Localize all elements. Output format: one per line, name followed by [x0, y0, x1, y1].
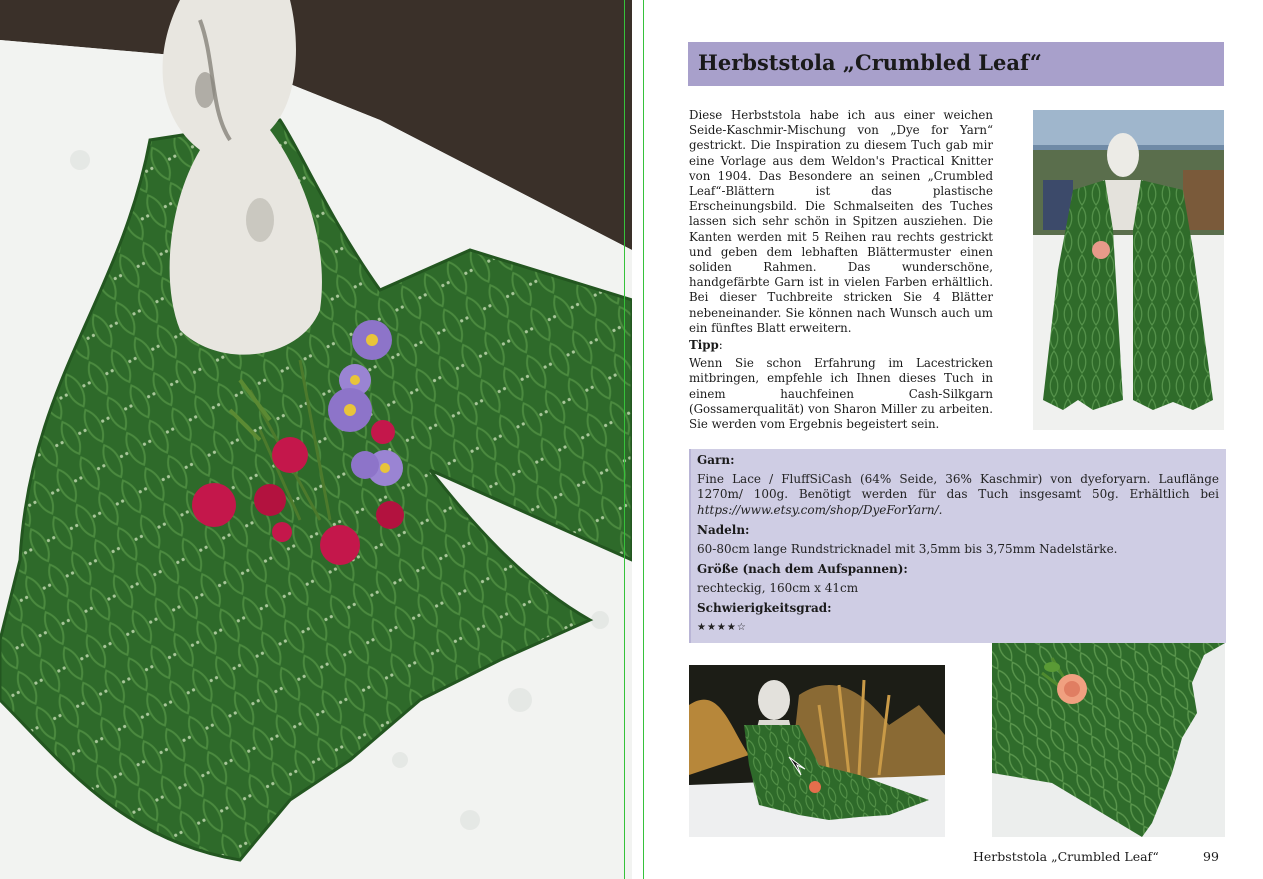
- intro-paragraph: Diese Herbststola habe ich aus einer weichen Seide-Kaschmir-Mischung von „Dye for Yarn“ gestrickt. Die Inspiration zu diesem Tuch gab mir eine Vorlage aus dem Weldon's Practical Knitter von 1904. Das Besondere an seinen „Crumbled Leaf“-Blättern ist das plastische Erscheinungsbild. Die Schmalseiten des Tuches lassen sich sehr schön in Spitzen ausziehen. Die Kanten werden mit 5 Reihen rau rechts gestrickt und geben dem lebhaften Blättermuster einen soliden Rahmen. Das wunderschöne, handgefärbte Garn ist in vielen Farben erhältlich. Bei dieser Tuchbreite stricken Sie 4 Blätter nebeneinander. Sie können nach Wunsch auch um ein fünftes Blatt erweitern.: [689, 108, 993, 335]
- tip-heading-line: [689, 338, 993, 353]
- tip-heading-colon: :: [718, 338, 723, 353]
- yarn-shop-link[interactable]: https://www.etsy.com/shop/DyeForYarn/.: [697, 502, 943, 517]
- photo-garden-bust: [689, 665, 945, 837]
- size-label: Größe (nach dem Aufspannen):: [697, 562, 908, 576]
- yarn-text: Fine Lace / FluffSiCash (64% Seide, 36% Kaschmir) von dyeforyarn. Lauflänge 1270m/ 100g. Benötigt werden für das Tuch insgesamt 50g. Erhältlich bei: [697, 471, 1219, 501]
- needles-text: 60-80cm lange Rundstricknadel mit 3,5mm bis 3,75mm Nadelstärke.: [697, 541, 1118, 556]
- tip-heading: Tipp: [689, 338, 719, 353]
- needles-label: Nadeln:: [697, 523, 750, 537]
- photo-bust-illustration: [1033, 110, 1224, 430]
- yarn-text-line: [697, 472, 1219, 519]
- tip-text: Wenn Sie schon Erfahrung im Lacestricken mitbringen, empfehle ich Ihnen dieses Tuch in einem hauchfeinen Cash-Silkgarn (Gossamerqualität) von Sharon Miller zu arbeiten. Sie werden vom Ergebnis begeistert sein.: [689, 356, 993, 432]
- difficulty-label: Schwierigkeitsgrad:: [697, 601, 832, 615]
- guide-line-right: [643, 0, 644, 879]
- page-number: 99: [1203, 849, 1219, 864]
- guide-line-left: [624, 0, 625, 879]
- difficulty-stars: ★★★★☆: [697, 621, 747, 633]
- photo-bust-with-shawl: [1033, 110, 1224, 430]
- photo-rose-illustration: [992, 643, 1225, 837]
- footer-title: Herbststola „Crumbled Leaf“: [973, 849, 1159, 864]
- size-text: rechteckig, 160cm x 41cm: [697, 580, 859, 595]
- pattern-info-box: [689, 449, 1226, 643]
- page-title: Herbststola „Crumbled Leaf“: [698, 50, 1042, 75]
- yarn-label: Garn:: [697, 453, 735, 467]
- photo-garden-illustration: [689, 665, 945, 837]
- intro-text: [689, 108, 993, 432]
- pattern-info-content: [697, 453, 1219, 640]
- photo-shawl-with-rose: [992, 643, 1225, 837]
